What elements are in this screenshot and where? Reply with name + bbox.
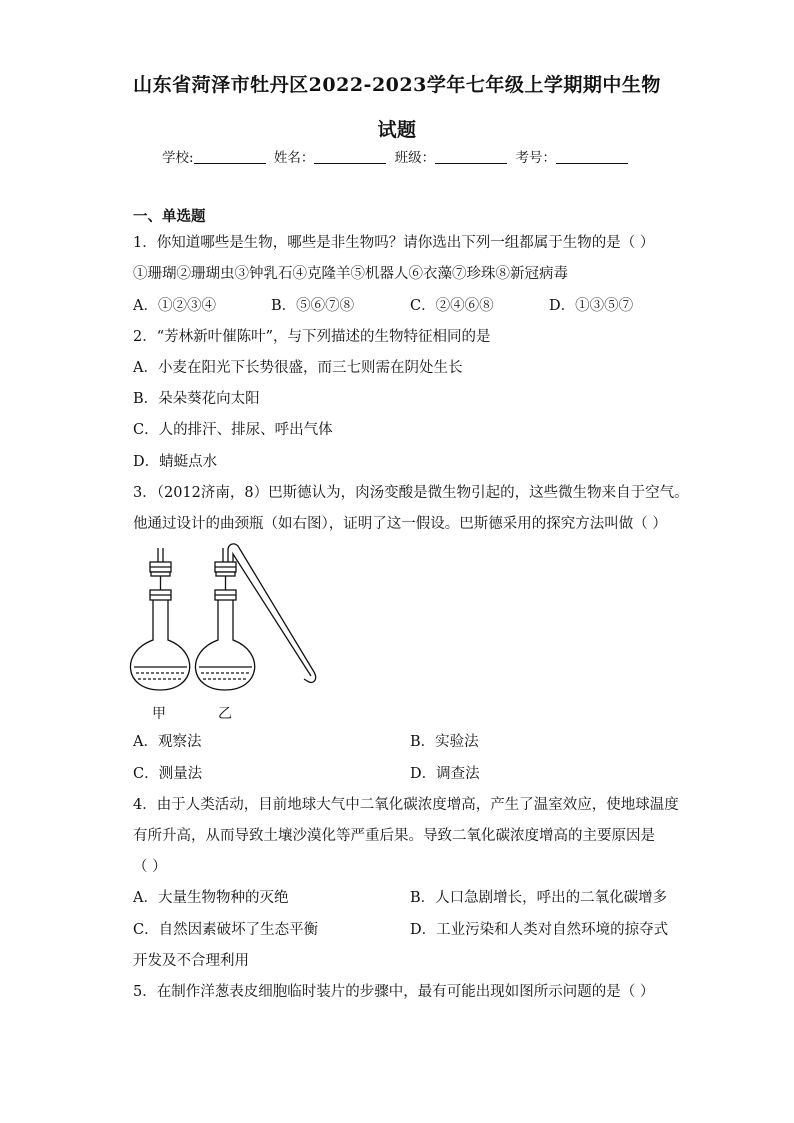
name-blank[interactable] bbox=[314, 149, 386, 164]
question-4-option-a[interactable]: A．大量生物物种的灭绝 bbox=[133, 890, 289, 906]
student-info-row bbox=[0, 146, 794, 166]
question-4-stem-line2: 有所升高，从而导致土壤沙漠化等严重后果。导致二氧化碳浓度增高的主要原因是 bbox=[133, 828, 655, 844]
question-2-stem: 2．“芳林新叶催陈叶”，与下列描述的生物特征相同的是 bbox=[133, 329, 491, 345]
question-3-option-b[interactable]: B．实验法 bbox=[410, 734, 479, 750]
exam-no-label: 考号： bbox=[515, 150, 556, 166]
question-4-option-b[interactable]: B．人口急剧增长，呼出的二氧化碳增多 bbox=[410, 890, 668, 906]
question-4-stem-line1: 4．由于人类活动，目前地球大气中二氧化碳浓度增高，产生了温室效应，使地球温度 bbox=[133, 797, 679, 813]
school-blank[interactable] bbox=[194, 149, 266, 164]
question-1-option-b[interactable]: B．⑤⑥⑦⑧ bbox=[271, 298, 355, 314]
question-3-stem-line1: 3．（2012济南，8）巴斯德认为，肉汤变酸是微生物引起的，这些微生物来自于空气。 bbox=[133, 485, 689, 501]
flask-jia bbox=[130, 548, 189, 690]
question-1-option-c[interactable]: C．②④⑥⑧ bbox=[410, 298, 494, 314]
question-2-option-c[interactable]: C．人的排汗、排尿、呼出气体 bbox=[133, 422, 333, 438]
page-title-continued: 试题 bbox=[377, 119, 417, 141]
question-4-stem-line3: （ ） bbox=[133, 859, 167, 875]
page-title: 山东省菏泽市牡丹区2022-2023学年七年级上学期期中生物 bbox=[133, 74, 661, 96]
exam-no-blank[interactable] bbox=[556, 149, 628, 164]
question-1-stem: 1．你知道哪些是生物，哪些是非生物吗？请你选出下列一组都属于生物的是（ ） bbox=[133, 235, 655, 251]
name-label: 姓名： bbox=[273, 150, 315, 166]
question-1-option-d[interactable]: D．①③⑤⑦ bbox=[549, 298, 634, 314]
question-3-option-a[interactable]: A．观察法 bbox=[133, 734, 202, 750]
question-4-option-d[interactable]: D．工业污染和人类对自然环境的掠夺式 bbox=[410, 922, 669, 938]
flask-label-yi: 乙 bbox=[218, 706, 232, 722]
swan-neck-flask-figure bbox=[128, 542, 328, 727]
question-3-stem-line2: 他通过设计的曲颈瓶（如右图），证明了这一假设。巴斯德采用的探究方法叫做（ ） bbox=[133, 516, 667, 532]
question-2-option-b[interactable]: B．朵朵葵花向太阳 bbox=[133, 391, 260, 407]
question-1-option-a[interactable]: A．①②③④ bbox=[133, 298, 216, 314]
school-label: 学校: bbox=[162, 150, 194, 166]
flask-label-jia: 甲 bbox=[152, 706, 166, 722]
class-blank[interactable] bbox=[435, 149, 507, 164]
question-4-option-d-continued: 开发及不合理利用 bbox=[133, 953, 249, 969]
question-5-stem: 5．在制作洋葱表皮细胞临时装片的步骤中，最有可能出现如图所示问题的是（ ） bbox=[133, 984, 655, 1000]
class-label: 班级： bbox=[394, 150, 436, 166]
question-2-option-d[interactable]: D．蜻蜓点水 bbox=[133, 454, 218, 470]
question-4-option-c[interactable]: C．自然因素破坏了生态平衡 bbox=[133, 922, 319, 938]
question-3-option-c[interactable]: C．测量法 bbox=[133, 766, 203, 782]
section-heading: 一、单选题 bbox=[133, 208, 206, 225]
flask-yi bbox=[195, 544, 315, 690]
question-2-option-a[interactable]: A．小麦在阳光下长势很盛，而三七则需在阴处生长 bbox=[133, 360, 463, 376]
question-3-option-d[interactable]: D．调查法 bbox=[410, 766, 480, 782]
question-1-items: ①珊瑚②珊瑚虫③钟乳石④克隆羊⑤机器人⑥衣藻⑦珍珠⑧新冠病毒 bbox=[133, 266, 568, 282]
